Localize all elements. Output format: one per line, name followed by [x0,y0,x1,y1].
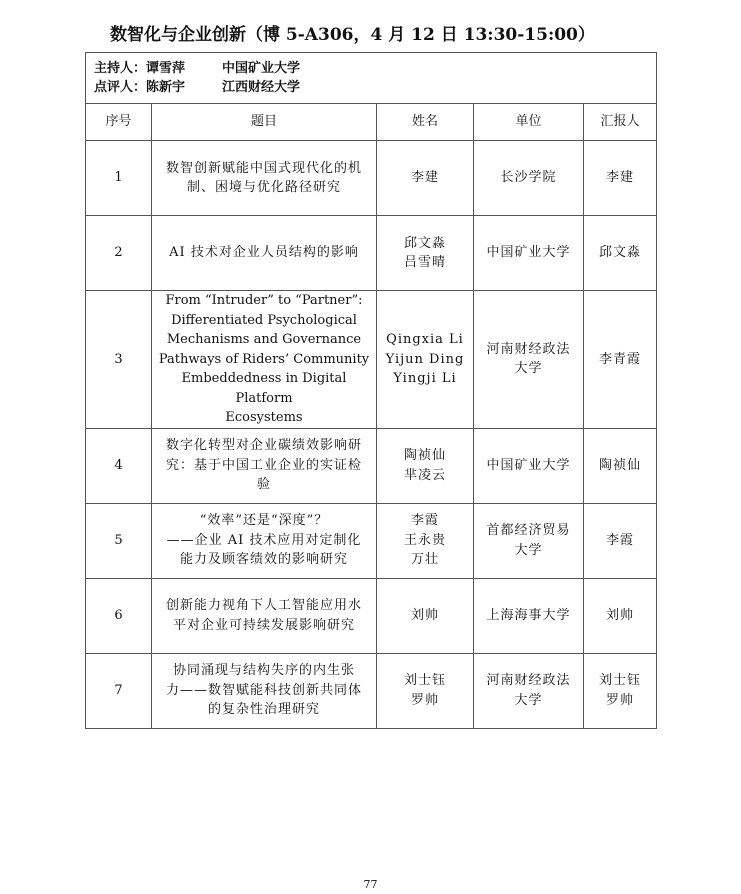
header-row [86,104,657,141]
cell-topic [152,216,377,291]
cell-names [377,428,474,503]
cell-topic [152,578,377,653]
unit-line: 河南财经政法 [486,341,571,357]
header-names: 姓名 [377,104,474,141]
table-row [86,503,657,578]
table-row [86,653,657,728]
presenter-line: 李青霞 [599,351,642,367]
presenter-line: 陶祯仙 [599,457,642,473]
topic-line: 数智创新赋能中国式现代化的机 [165,160,362,176]
cell-topic [152,141,377,216]
topic-line: 能力及顾客绩效的影响研究 [179,552,348,568]
topic-line: 创新能力视角下人工智能应用水 [165,598,362,613]
presenter-line: 刘帅 [606,607,635,623]
row-number: 3 [86,291,152,429]
cell-names [377,141,474,216]
cell-presenter [584,216,657,291]
unit-line: 大学 [514,692,543,708]
cell-presenter [584,291,657,429]
topic-line: 验 [256,477,271,493]
topic-line: 力——数智赋能科技创新共同体 [165,682,362,698]
topic-line: AI 技术对企业人员结构的影响 [169,245,359,261]
names-line: 刘帅 [410,607,439,623]
table-row [86,578,657,653]
topic-line: Mechanisms and Governance [166,332,362,347]
cell-presenter [584,428,657,503]
names-line: 李建 [410,170,439,186]
topic-line: ——企业 AI 技术应用对定制化 [166,532,362,548]
unit-line: 中国矿业大学 [486,245,571,261]
cell-unit [474,503,584,578]
unit-line: 首都经济贸易 [486,523,571,538]
cell-topic [152,428,377,503]
host-line [94,59,648,79]
names-line: 万壮 [410,552,439,568]
topic-line: Ecosystems [225,410,303,425]
cell-names [377,216,474,291]
cell-presenter [584,653,657,728]
unit-line: 大学 [514,361,543,377]
row-number: 6 [86,578,152,653]
cell-unit [474,428,584,503]
topic-line: Embeddedness in Digital Platform [181,371,347,406]
presenter-line: 邱文淼 [599,245,642,261]
table-row [86,141,657,216]
unit-line: 河南财经政法 [486,673,571,688]
cell-unit [474,216,584,291]
schedule-table [85,52,657,729]
table-row [86,216,657,291]
topic-line: 平对企业可持续发展影响研究 [172,617,355,633]
table-body [86,141,657,729]
table-row [86,291,657,429]
cell-topic [152,503,377,578]
names-line: 邱文淼 [403,235,446,251]
reviewer-line [94,78,648,98]
cell-names [377,503,474,578]
cell-unit [474,578,584,653]
session-title: 数智化与企业创新（博 5-A306，4 月 12 日 13:30-15:00） [110,25,595,45]
topic-line: 数字化转型对企业碳绩效影响研 [165,438,362,454]
cell-names [377,578,474,653]
row-number: 4 [86,428,152,503]
topic-line: 究：基于中国工业企业的实证检 [165,457,362,473]
names-line: Yijun Ding [385,351,465,367]
presenter-line: 李建 [606,170,635,186]
presenter-line: 罗帅 [606,692,635,708]
topic-line: 协同涌现与结构失序的内生张 [172,663,355,679]
page-number: 77 [363,878,378,891]
topic-line: “效率”还是“深度”？ [199,513,329,529]
unit-line: 长沙学院 [500,170,557,186]
reviewer-org: 江西财经大学 [222,80,301,95]
host-row [86,53,657,104]
topic-line: Differentiated Psychological [171,312,357,328]
row-number: 7 [86,653,152,728]
host-org: 中国矿业大学 [222,60,301,76]
cell-presenter [584,578,657,653]
names-line: 王永贵 [403,532,446,548]
row-number: 2 [86,216,152,291]
unit-line: 中国矿业大学 [486,457,571,473]
header-unit: 单位 [474,104,584,141]
names-line: 罗帅 [410,692,439,708]
presenter-line: 李霞 [606,532,635,548]
topic-line: 制、困境与优化路径研究 [186,180,341,195]
topic-line: From “Intruder” to “Partner”: [165,293,363,308]
cell-unit [474,653,584,728]
reviewer-name: 点评人：陈新宇 [94,80,186,95]
names-line: Yingji Li [393,371,457,386]
header-presenter: 汇报人 [584,104,657,141]
host-info [86,53,657,104]
row-number: 1 [86,141,152,216]
cell-unit [474,291,584,429]
header-no: 序号 [86,104,152,141]
cell-names [377,653,474,728]
cell-presenter [584,141,657,216]
names-line: Qingxia Li [386,332,464,347]
row-number: 5 [86,503,152,578]
table-row [86,428,657,503]
cell-presenter [584,503,657,578]
topic-line: 的复杂性治理研究 [207,702,320,718]
names-line: 吕雪晴 [403,255,446,270]
cell-unit [474,141,584,216]
cell-topic [152,653,377,728]
names-line: 李霞 [410,513,439,529]
names-line: 刘士钰 [403,673,446,688]
cell-names [377,291,474,429]
cell-topic [152,291,377,429]
header-topic: 题目 [152,104,377,141]
host-name: 主持人：谭雪萍 [94,60,186,76]
names-line: 芈凌云 [403,467,446,483]
names-line: 陶祯仙 [403,448,446,463]
unit-line: 大学 [514,542,543,558]
unit-line: 上海海事大学 [486,607,571,623]
topic-line: Pathways of Riders’ Community [158,351,370,367]
presenter-line: 刘士钰 [599,673,642,688]
